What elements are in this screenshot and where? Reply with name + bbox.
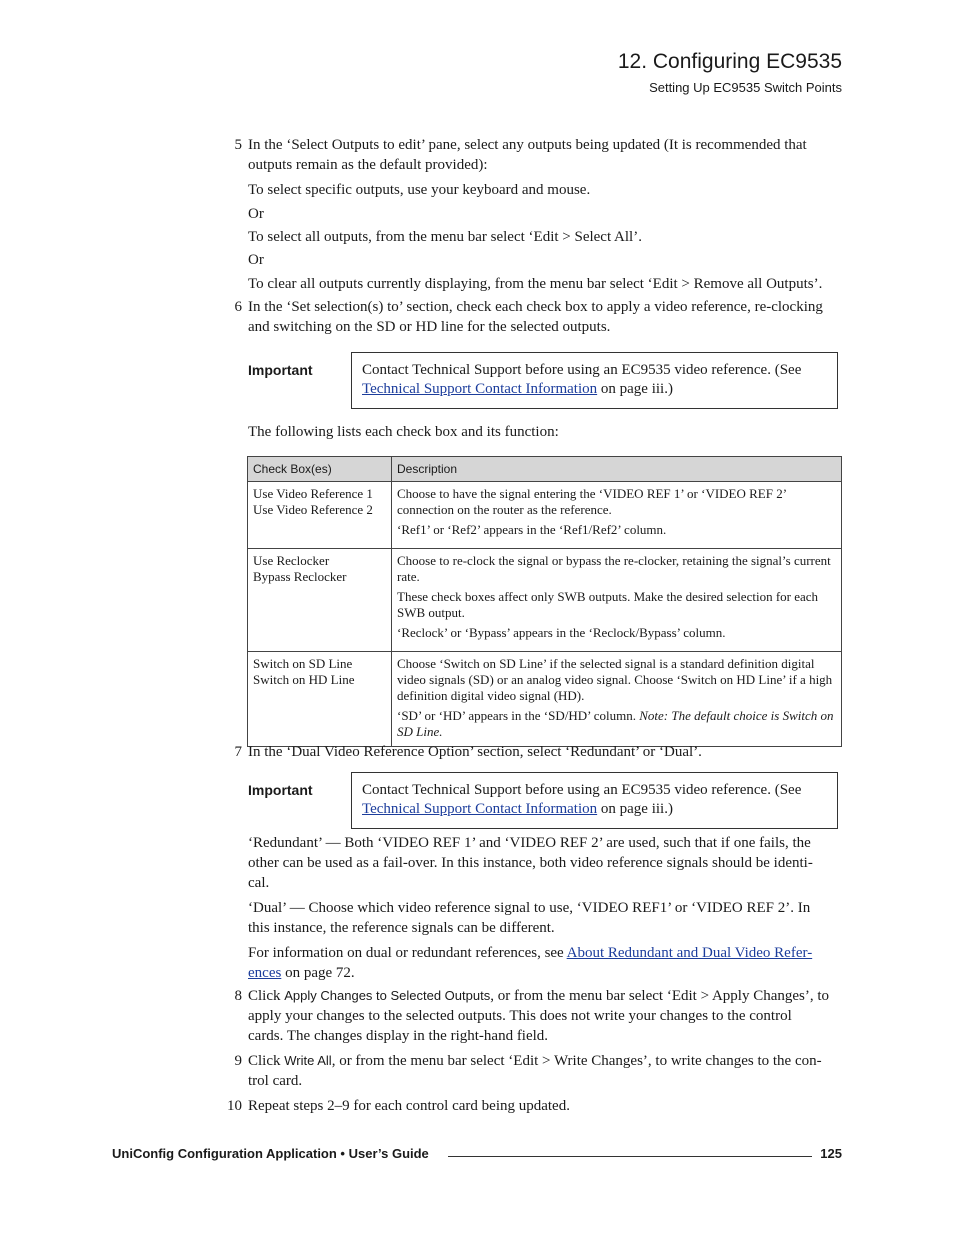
step-10-text: Repeat steps 2–9 for each control card being updated. (248, 1098, 570, 1114)
page-number: 125 (820, 1146, 842, 1161)
section-title: Setting Up EC9535 Switch Points (649, 80, 842, 95)
step-number: 7 (234, 744, 242, 760)
chapter-title: 12. Configuring EC9535 (617, 50, 842, 73)
important-note: Contact Technical Support before using an EC9535 video reference. (See Technical Support Contact Information on page iii.) (351, 352, 838, 409)
description-cell: Choose to have the signal entering the ‘VIDEO REF 1’ or ‘VIDEO REF 2’ connection on the router as the reference. ‘Ref1’ or ‘Ref2’ appears in the ‘Ref1/Ref2’ column. (392, 482, 842, 549)
step-7-text: In the ‘Dual Video Reference Option’ section, select ‘Redundant’ or ‘Dual’. (248, 744, 702, 760)
step-number: 5 (234, 137, 242, 153)
or-text: Or (248, 206, 264, 222)
column-header: Description (392, 457, 842, 482)
check-box-table (247, 456, 842, 747)
important-note: Contact Technical Support before using an EC9535 video reference. (See Technical Support Contact Information on page iii.) (351, 772, 838, 829)
check-box-cell: Use Video Reference 1 Use Video Reference 2 (248, 482, 392, 549)
step-number: 8 (234, 988, 242, 1004)
column-header: Check Box(es) (248, 457, 392, 482)
or-text: Or (248, 252, 264, 268)
check-box-cell: Use Reclocker Bypass Reclocker (248, 549, 392, 652)
step-8-text: Click Apply Changes to Selected Outputs, or from the menu bar select ‘Edit > Apply Changes’, to apply your changes to the selected outputs. This does not write your changes to the control cards. The changes display in the right-hand field. (248, 988, 830, 1044)
redundant-description: ‘Redundant’ — Both ‘VIDEO REF 1’ and ‘VIDEO REF 2’ are used, such that if one fails, the other can be used as a fail-over. In this instance, both video reference signals should be identi- cal. (248, 835, 813, 891)
step-6-text: In the ‘Set selection(s) to’ section, check each check box to apply a video reference, re-clocking and switching on the SD or HD line for the selected outputs. (248, 299, 823, 335)
table-row (248, 482, 842, 549)
step-number: 6 (234, 299, 242, 315)
step-9-text: Click Write All, or from the menu bar select ‘Edit > Write Changes’, to write changes to the con- trol card. (248, 1053, 822, 1089)
description-cell: Choose to re-clock the signal or bypass the re-clocker, retaining the signal’s current rate. These check boxes affect only SWB outputs. Make the desired selection for each SWB output. ‘Reclock’ or ‘Bypass’ appears in the ‘Reclock/Bypass’ column. (392, 549, 842, 652)
table-row (248, 549, 842, 652)
step-5-sub-1: To select specific outputs, use your keyboard and mouse. (248, 182, 591, 198)
check-box-cell: Switch on SD Line Switch on HD Line (248, 652, 392, 747)
apply-changes-ui-label: Apply Changes to Selected Outputs (284, 988, 491, 1003)
support-contact-link[interactable]: Technical Support Contact Information (362, 381, 598, 397)
description-cell: Choose ‘Switch on SD Line’ if the selected signal is a standard definition digital video signals (SD) or an analog video signal. Choose ‘Switch on HD Line’ if a high definition digital video signal (HD). ‘SD’ or ‘HD’ appears in the ‘SD/HD’ column. Note: The default choice is Switch on SD Line. (392, 652, 842, 747)
step-number: 9 (234, 1053, 242, 1069)
write-all-ui-label: Write All (284, 1053, 332, 1068)
footer-divider (448, 1156, 812, 1157)
step-5-sub-2: To select all outputs, from the menu bar select ‘Edit > Select All’. (248, 229, 642, 245)
step-5-text: In the ‘Select Outputs to edit’ pane, select any outputs being updated (It is recommended that outputs remain as the default provided): (248, 137, 807, 173)
step-number: 10 (227, 1098, 242, 1114)
dual-redundant-link-cont[interactable]: ences (248, 965, 282, 981)
table-intro: The following lists each check box and its function: (248, 424, 559, 440)
step-5-sub-3: To clear all outputs currently displaying, from the menu bar select ‘Edit > Remove all Outputs’. (248, 276, 823, 292)
default-note: Note: The default choice is Switch on SD Line. (397, 708, 834, 739)
table-row (248, 652, 842, 747)
dual-redundant-link[interactable]: About Redundant and Dual Video Refer- (566, 945, 813, 961)
reference-info: For information on dual or redundant references, see About Redundant and Dual Video Refer- ences on page 72. (248, 945, 813, 981)
guide-title: UniConfig Configuration Application • User’s Guide (112, 1146, 429, 1161)
important-label: Important (248, 362, 313, 378)
support-contact-link[interactable]: Technical Support Contact Information (362, 801, 598, 817)
dual-description: ‘Dual’ — Choose which video reference signal to use, ‘VIDEO REF1’ or ‘VIDEO REF 2’. In this instance, the reference signals can be different. (248, 900, 811, 936)
important-label: Important (248, 782, 313, 798)
